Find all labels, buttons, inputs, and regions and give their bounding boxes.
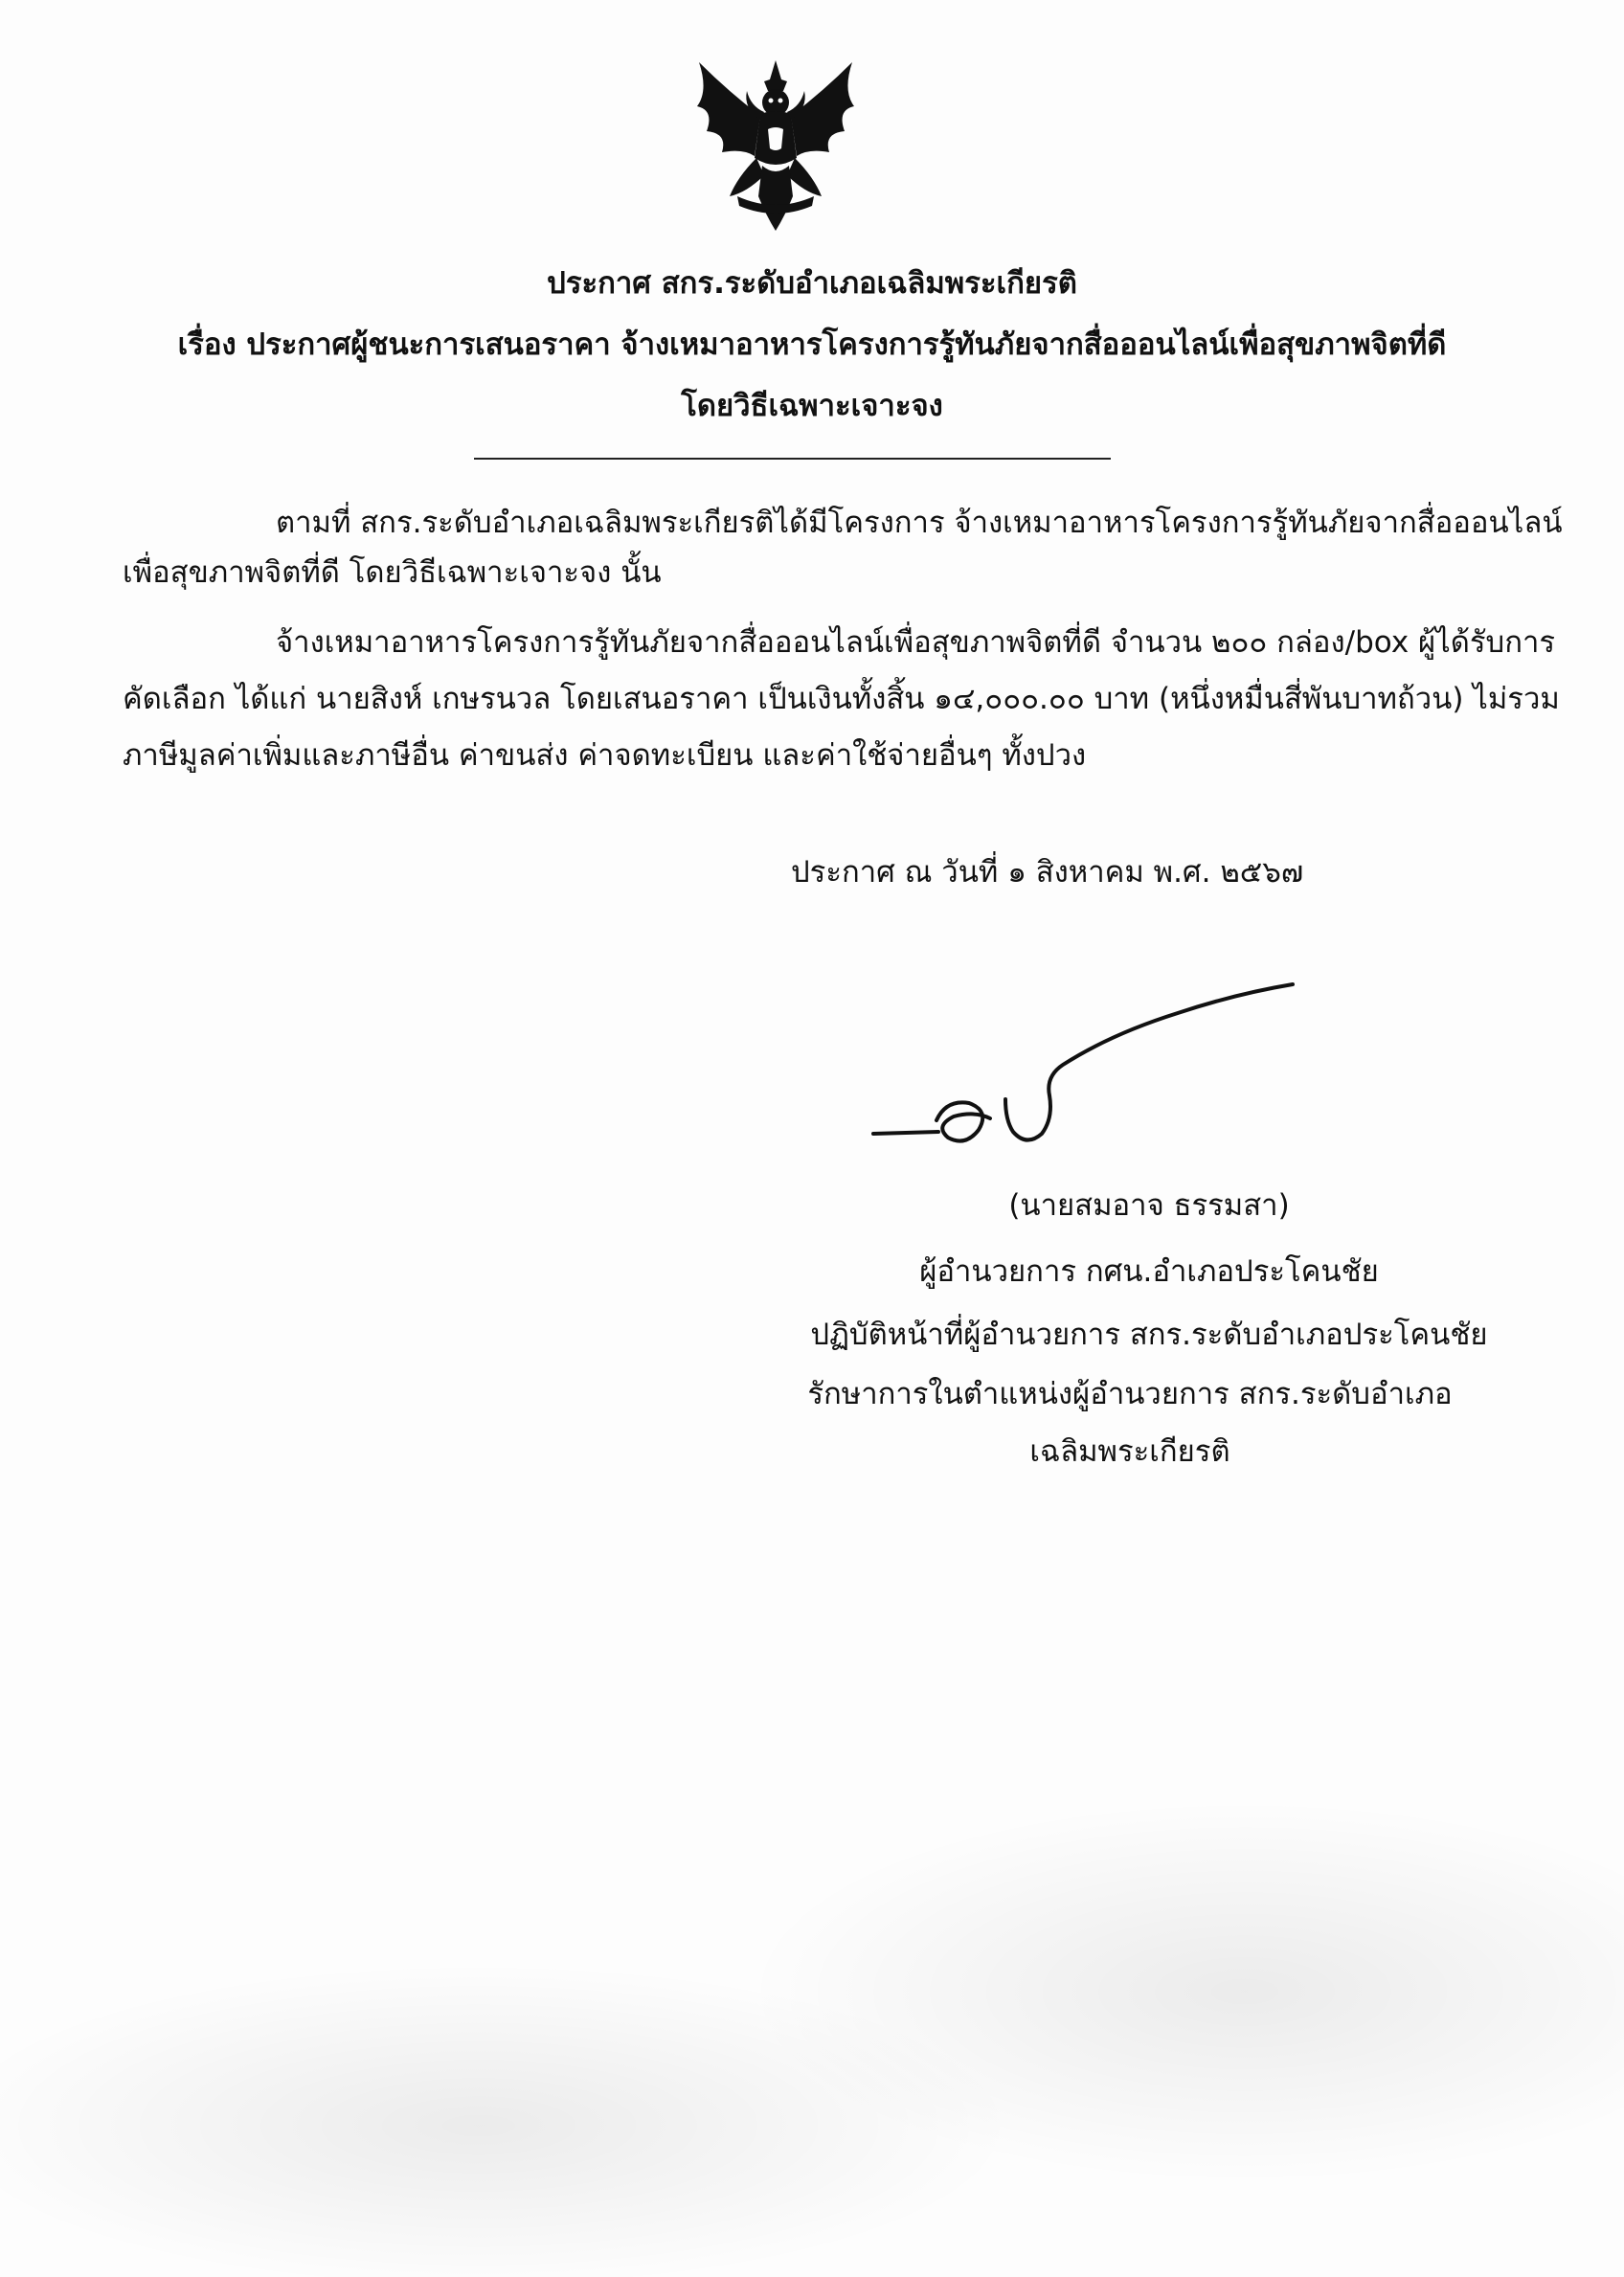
garuda-emblem-icon — [680, 53, 871, 244]
signatory-position-line4: เฉลิมพระเกียรติ — [1029, 1434, 1230, 1469]
method-line: โดยวิธีเฉพาะเจาะจง — [681, 389, 943, 423]
paragraph2-line1: จ้างเหมาอาหารโครงการรู้ทันภัยจากสื่อออนไลน์เพื่อสุขภาพจิตที่ดี จำนวน ๒๐๐ กล่อง/box ผู้ได้รับการ — [276, 625, 1556, 660]
paragraph2-line3: ภาษีมูลค่าเพิ่มและภาษีอื่น ค่าขนส่ง ค่าจดทะเบียน และค่าใช้จ่ายอื่นๆ ทั้งปวง — [123, 738, 1087, 773]
signatory-position-line2: ปฏิบัติหน้าที่ผู้อำนวยการ สกร.ระดับอำเภอประโคนชัย — [810, 1318, 1488, 1352]
paragraph1-line1: ตามที่ สกร.ระดับอำเภอเฉลิมพระเกียรติได้มีโครงการ จ้างเหมาอาหารโครงการรู้ทันภัยจากสื่อออนไลน์ — [276, 506, 1563, 540]
paragraph1-line2: เพื่อสุขภาพจิตที่ดี โดยวิธีเฉพาะเจาะจง นั้น — [123, 555, 662, 590]
paper-shadow — [0, 1676, 1624, 2277]
signatory-position-line3: รักษาการในตำแหน่งผู้อำนวยการ สกร.ระดับอำเภอ — [807, 1377, 1453, 1411]
title-divider — [474, 458, 1111, 460]
subject-line: เรื่อง ประกาศผู้ชนะการเสนอราคา จ้างเหมาอาหารโครงการรู้ทันภัยจากสื่อออนไลน์เพื่อสุขภาพจิตที่ดี — [177, 327, 1447, 362]
paragraph2-line2: คัดเลือก ได้แก่ นายสิงห์ เกษรนวล โดยเสนอราคา เป็นเงินทั้งสิ้น ๑๔,๐๐๐.๐๐ บาท (หนึ่งหมื่นสี่พันบาทถ้วน) ไม่รวม — [123, 682, 1560, 716]
announcement-date: ประกาศ ณ วันที่ ๑ สิงหาคม พ.ศ. ๒๕๖๗ — [791, 855, 1304, 890]
signatory-position-line1: ผู้อำนวยการ กศน.อำเภอประโคนชัย — [919, 1254, 1379, 1289]
announcement-title: ประกาศ สกร.ระดับอำเภอเฉลิมพระเกียรติ — [547, 266, 1077, 301]
handwritten-signature — [862, 977, 1302, 1168]
signatory-name: (นายสมอาจ ธรรมสา) — [1008, 1188, 1290, 1223]
